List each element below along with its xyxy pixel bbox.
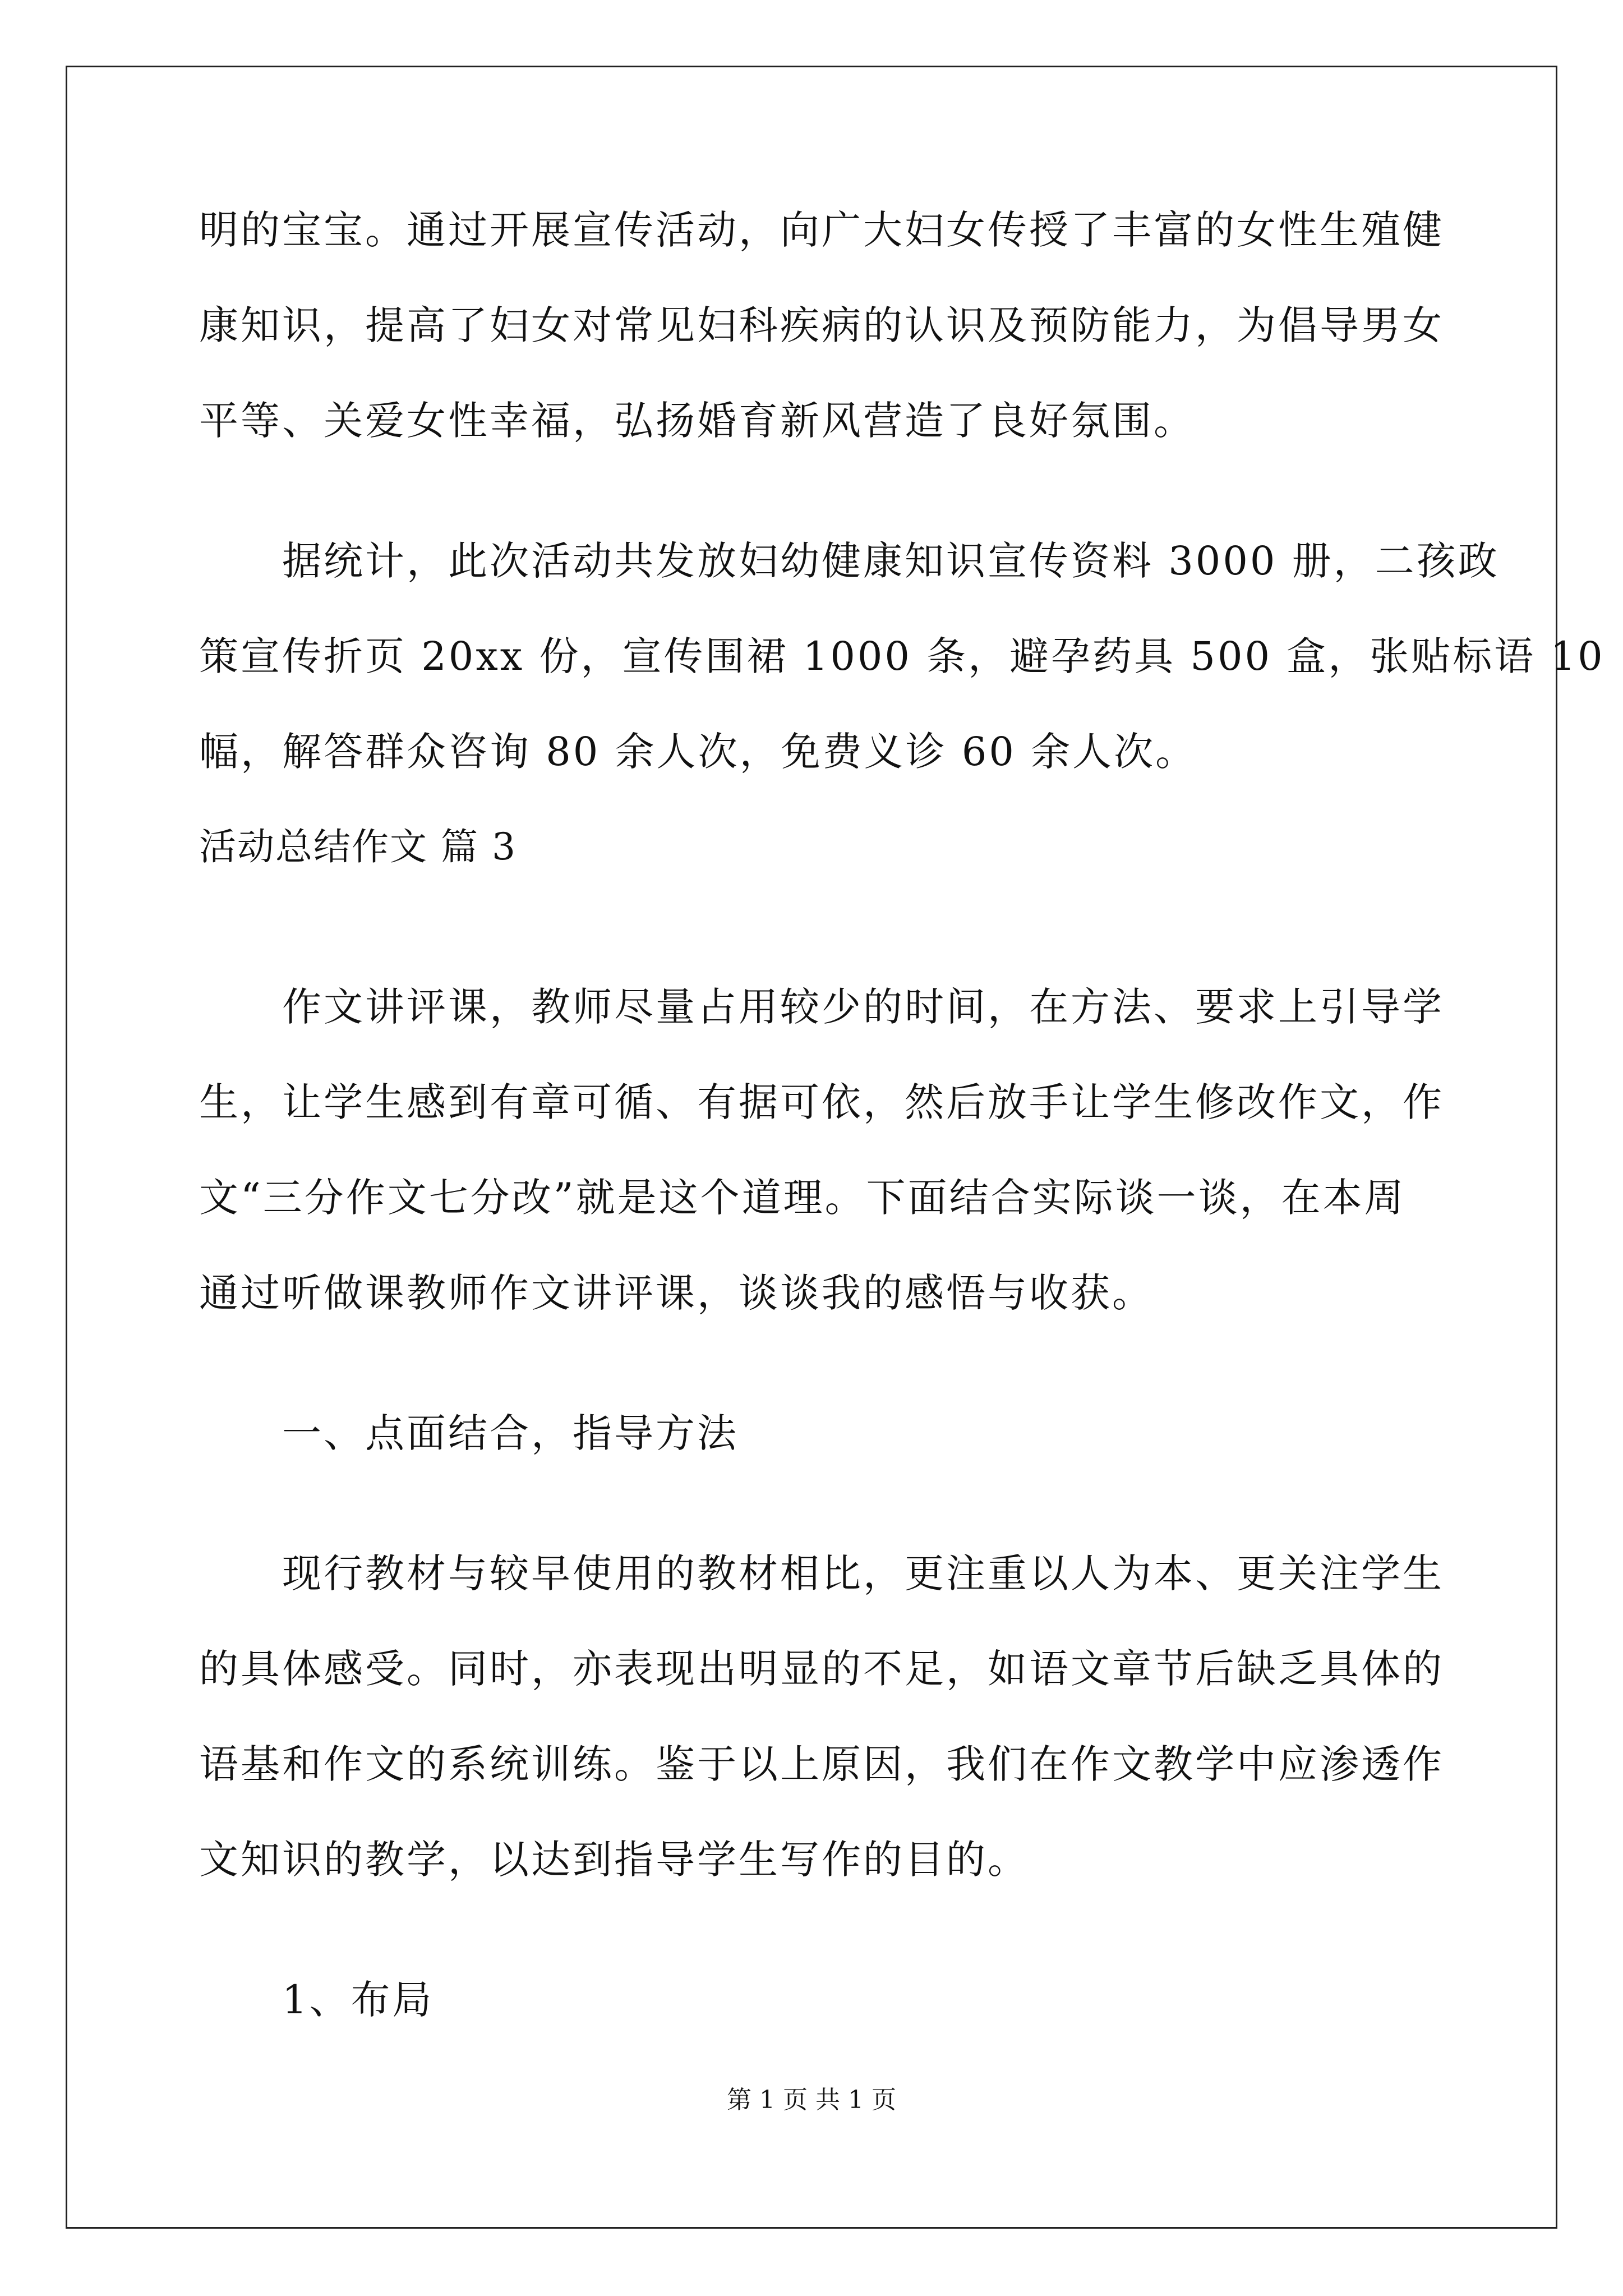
- paragraph-line: 的具体感受。同时，亦表现出明显的不足，如语文章节后缺乏具体的: [199, 1646, 1444, 1692]
- paragraph-line: 幅，解答群众咨询 80 余人次，免费义诊 60 余人次。: [199, 729, 1197, 775]
- paragraph-line: 现行教材与较早使用的教材相比，更注重以人为本、更关注学生: [282, 1550, 1444, 1596]
- paragraph-line: 生，让学生感到有章可循、有据可依，然后放手让学生修改作文，作: [199, 1079, 1444, 1125]
- paragraph-line: 策宣传折页 20xx 份，宣传围裙 1000 条，避孕药具 500 盒，张贴标语 10: [199, 633, 1605, 679]
- section-heading: 活动总结作文 篇 3: [199, 825, 517, 868]
- paragraph-line: 明的宝宝。通过开展宣传活动，向广大妇女传授了丰富的女性生殖健: [199, 207, 1444, 253]
- paragraph-line: 康知识，提高了妇女对常见妇科疾病的认识及预防能力，为倡导男女: [199, 302, 1444, 348]
- subheading-line: 一、点面结合，指导方法: [282, 1410, 739, 1456]
- paragraph-line: 平等、关爱女性幸福，弘扬婚育新风营造了良好氛围。: [199, 398, 1195, 444]
- subheading-line: 1、布局: [282, 1977, 434, 2023]
- page-border: [66, 66, 1557, 2229]
- paragraph-line: 语基和作文的系统训练。鉴于以上原因，我们在作文教学中应渗透作: [199, 1741, 1444, 1787]
- paragraph-line: 文知识的教学，以达到指导学生写作的目的。: [199, 1837, 1029, 1883]
- paragraph-line: 通过听做课教师作文讲评课，谈谈我的感悟与收获。: [199, 1270, 1154, 1316]
- paragraph-line: 文“三分作文七分改”就是这个道理。下面结合实际谈一谈，在本周: [199, 1175, 1406, 1221]
- page-number-footer: 第 1 页 共 1 页: [727, 2086, 896, 2114]
- paragraph-line: 作文讲评课，教师尽量占用较少的时间，在方法、要求上引导学: [282, 984, 1444, 1030]
- paragraph-line: 据统计，此次活动共发放妇幼健康知识宣传资料 3000 册，二孩政: [282, 538, 1500, 584]
